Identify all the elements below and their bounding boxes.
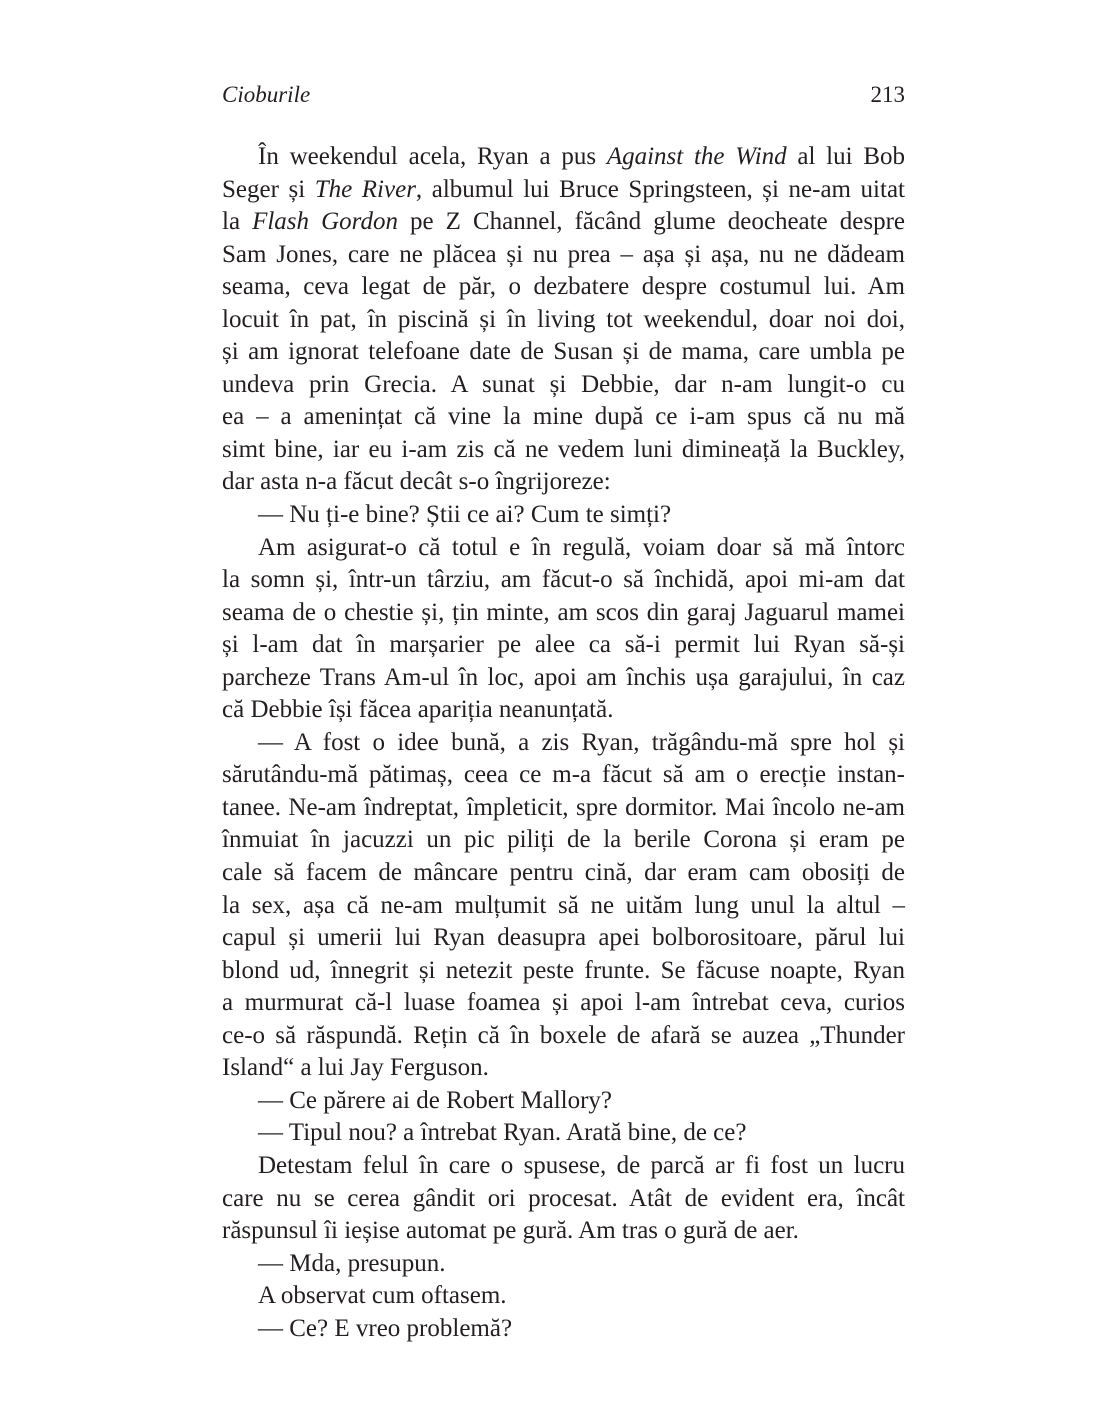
text-line: Seger și The River, albumul lui Bruce Springsteen, și ne-am uitat bbox=[222, 175, 905, 203]
text-line: înmuiat în jacuzzi un pic piliți de la berile Corona și eram pe bbox=[222, 826, 905, 854]
text-line: seama, ceva legat de păr, o dezbatere despre costumul lui. Am bbox=[222, 273, 905, 301]
italic-title: Flash Gordon bbox=[252, 208, 398, 236]
body-text bbox=[222, 141, 905, 1345]
paragraph bbox=[222, 1280, 905, 1313]
text-line: În weekendul acela, Ryan a pus Against the Wind al lui Bob bbox=[258, 143, 906, 170]
running-title: Cioburile bbox=[222, 82, 311, 107]
italic-title: Against the Wind bbox=[606, 143, 787, 170]
text-line: Detestam felul în care o spusese, de parcă ar fi fost un lucru bbox=[258, 1151, 905, 1179]
paragraph bbox=[222, 727, 905, 1085]
text-line: A observat cum oftasem. bbox=[258, 1282, 507, 1310]
running-header bbox=[222, 82, 905, 114]
text-line: — Mda, presupun. bbox=[258, 1249, 446, 1277]
paragraph bbox=[222, 1117, 905, 1150]
text-line: la sex, așa că ne-am mulțumit să ne uităm lung unul la altul – bbox=[222, 891, 905, 919]
paragraph bbox=[222, 532, 905, 727]
text-line: — A fost o idee bună, a zis Ryan, trăgându-mă spre hol și bbox=[258, 728, 905, 756]
text-line: și l-am dat în marșarier pe alee ca să-i permit lui Ryan să-și bbox=[222, 631, 905, 659]
paragraph bbox=[222, 141, 905, 499]
text-line: ea – a amenințat că vine la mine după ce i-am spus că nu mă bbox=[222, 403, 905, 431]
text-line: Am asigurat-o că totul e în regulă, voiam doar să mă întorc bbox=[258, 533, 905, 561]
page-number: 213 bbox=[870, 82, 905, 107]
text-line: dar asta n-a făcut decât s-o îngrijoreze: bbox=[222, 468, 611, 496]
text-line: capul și umerii lui Ryan deasupra apei bolborositoare, părul lui bbox=[222, 924, 905, 952]
text-line: ce-o să răspundă. Rețin că în boxele de afară se auzea „Thunder bbox=[222, 1021, 905, 1049]
paragraph bbox=[222, 1150, 905, 1248]
text-line: simt bine, iar eu i-am zis că ne vedem luni dimineață la Buckley, bbox=[222, 435, 905, 463]
text-line: seama de o chestie și, țin minte, am scos din garaj Jaguarul mamei bbox=[222, 598, 905, 626]
text-line: tanee. Ne-am îndreptat, împleticit, spre dormitor. Mai încolo ne-am bbox=[222, 793, 905, 821]
paragraph bbox=[222, 1085, 905, 1118]
text-line: blond ud, înnegrit și netezit peste frunte. Se făcuse noapte, Ryan bbox=[222, 956, 905, 984]
text-line: locuit în pat, în piscină și în living tot weekendul, doar noi doi, bbox=[222, 305, 905, 333]
text-line: sărutându-mă pătimaș, ceea ce m-a făcut să am o erecție instan- bbox=[222, 761, 905, 789]
text-line: Island“ a lui Jay Ferguson. bbox=[222, 1054, 489, 1082]
text-line: Sam Jones, care ne plăcea și nu prea – așa și așa, nu ne dădeam bbox=[222, 240, 905, 268]
text-line: la somn și, într-un târziu, am făcut-o să închidă, apoi mi-am dat bbox=[222, 566, 905, 594]
text-line: — Nu ți-e bine? Știi ce ai? Cum te simți? bbox=[258, 501, 672, 529]
text-line: a murmurat că-l luase foamea și apoi l-am întrebat ceva, curios bbox=[222, 989, 905, 1017]
text-line: — Ce? E vreo problemă? bbox=[258, 1314, 513, 1342]
paragraph bbox=[222, 499, 905, 532]
text-line: undeva prin Grecia. A sunat și Debbie, dar n-am lungit-o cu bbox=[222, 370, 905, 398]
text-line: că Debbie își făcea apariția neanunțată. bbox=[222, 696, 614, 724]
text-line: și am ignorat telefoane date de Susan și de mama, care umbla pe bbox=[222, 338, 905, 366]
text-line: răspunsul îi ieșise automat pe gură. Am tras o gură de aer. bbox=[222, 1217, 799, 1245]
paragraph bbox=[222, 1313, 905, 1346]
text-line: la Flash Gordon pe Z Channel, făcând glume deocheate despre bbox=[222, 208, 905, 236]
text-line: — Ce părere ai de Robert Mallory? bbox=[258, 1086, 613, 1114]
paragraph bbox=[222, 1248, 905, 1281]
text-line: cale să facem de mâncare pentru cină, dar eram cam obosiți de bbox=[222, 859, 905, 887]
text-line: — Tipul nou? a întrebat Ryan. Arată bine, de ce? bbox=[258, 1119, 747, 1147]
text-line: care nu se cerea gândit ori procesat. Atât de evident era, încât bbox=[222, 1184, 905, 1212]
text-line: parcheze Trans Am-ul în loc, apoi am închis ușa garajului, în caz bbox=[222, 663, 905, 691]
italic-title: The River bbox=[314, 175, 416, 203]
